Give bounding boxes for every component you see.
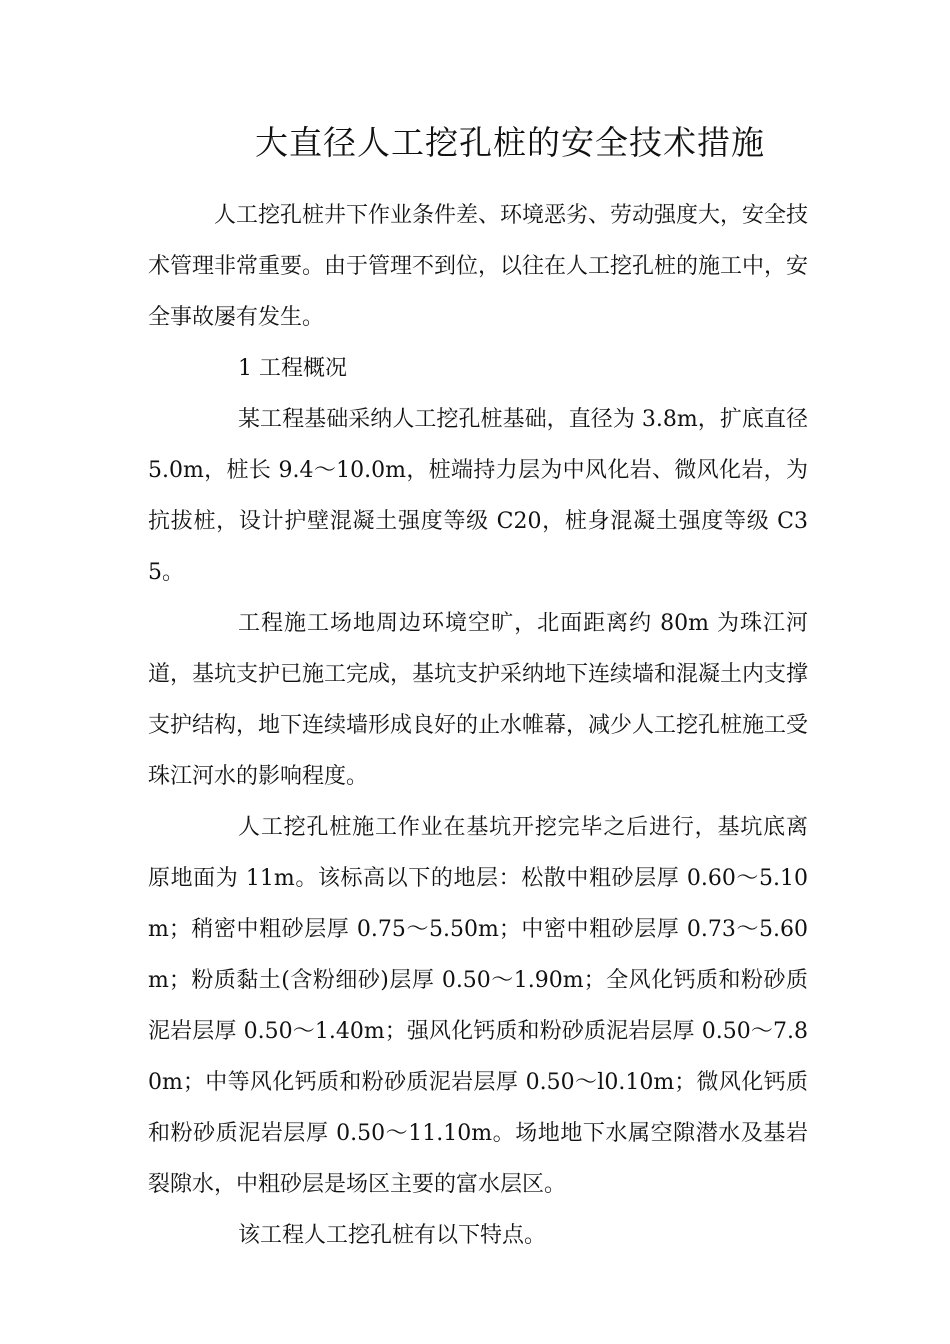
paragraph-features: 该工程人工挖孔桩有以下特点。: [238, 1223, 547, 1248]
document-title: 大直径人工挖孔桩的安全技术措施: [255, 123, 765, 162]
document-body: [148, 190, 808, 1261]
paragraph-intro: 人工挖孔桩井下作业条件差、环境恶劣、劳动强度大，安全技术管理非常重要。由于管理不到位，以往在人工挖孔桩的施工中，安全事故屡有发生。: [148, 203, 809, 330]
paragraph-site-environment: 工程施工场地周边环境空旷，北面距离约 80m 为珠江河道，基坑支护已施工完成，基坑支护采纳地下连续墙和混凝土内支撑支护结构，地下连续墙形成良好的止水帷幕，减少人工挖孔桩施工受珠江河水的影响程度。: [148, 611, 809, 789]
section-heading-project-overview: 1 工程概况: [238, 356, 347, 381]
paragraph-strata: 人工挖孔桩施工作业在基坑开挖完毕之后进行，基坑底离原地面为 11m。该标高以下的地层：松散中粗砂层厚 0.60～5.10m；稍密中粗砂层厚 0.75～5.50m；中密中粗砂层厚 0.73～5.60m；粉质黏土(含粉细砂)层厚 0.50～1.90m；全风化钙质和粉砂质泥岩层厚 0.50～1.40m；强风化钙质和粉砂质泥岩层厚 0.50～7.80m；中等风化钙质和粉砂质泥岩层厚 0.50～l0.10m；微风化钙质和粉砂质泥岩层厚 0.50～11.10m。场地地下水属空隙潜水及基岩裂隙水，中粗砂层是场区主要的富水层区。: [148, 815, 808, 1197]
paragraph-foundation: 某工程基础采纳人工挖孔桩基础，直径为 3.8m，扩底直径 5.0m，桩长 9.4～10.0m，桩端持力层为中风化岩、微风化岩，为抗拔桩，设计护壁混凝土强度等级 C20，桩身混凝土强度等级 C35。: [148, 407, 808, 585]
